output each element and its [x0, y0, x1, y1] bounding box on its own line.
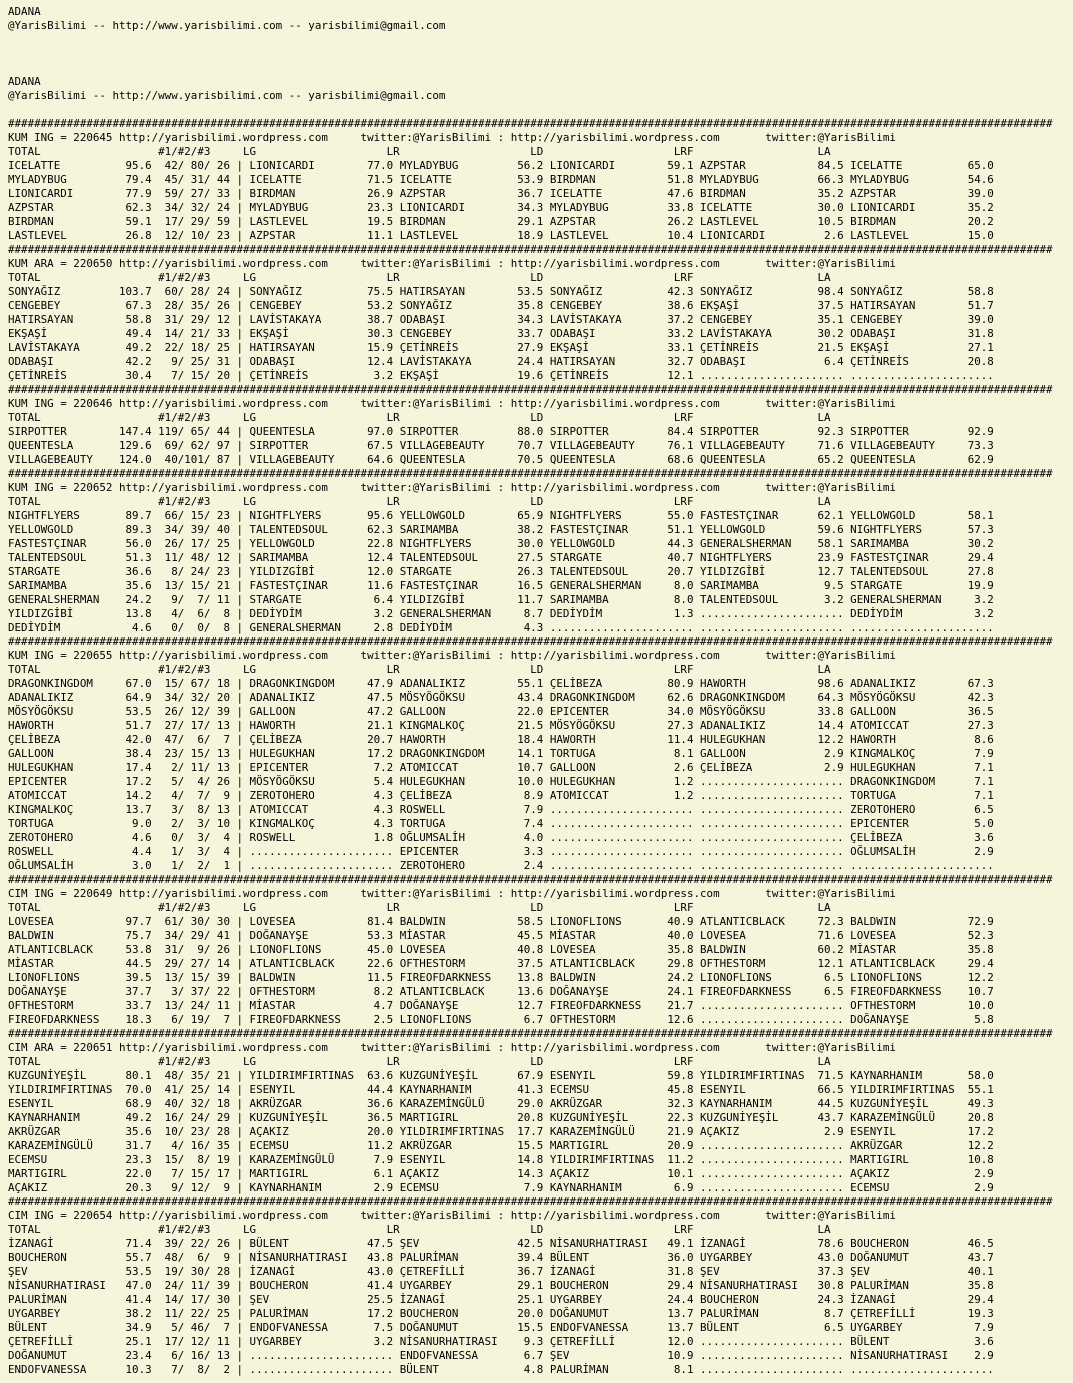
document-line: ################################################################################################################################################################ — [8, 1195, 1053, 1208]
document-line: KUM ARA = 220650 http://yarisbilimi.wordpress.com twitter:@YarisBilimi : http://yarisbilimi.wordpress.com twitter:@YarisBilimi — [8, 257, 896, 270]
document-line: DRAGONKINGDOM 67.0 15/ 67/ 18 | DRAGONKINGDOM 47.9 ADANALIKIZ 55.1 ÇELİBEZA 80.9 HAWORTH 98.6 ADANALIKIZ 67.3 — [8, 677, 994, 690]
document-line — [8, 33, 1053, 47]
document-line: TALENTEDSOUL 51.3 11/ 48/ 12 | SARIMAMBA 12.4 TALENTEDSOUL 27.5 STARGATE 40.7 NIGHTFLYERS 23.9 FASTESTÇINAR 29.4 — [8, 551, 994, 564]
document-line: DOĞANAYŞE 37.7 3/ 37/ 22 | OFTHESTORM 8.2 ATLANTICBLACK 13.6 DOĞANAYŞE 24.1 FIREOFDARKNESS 6.5 FIREOFDARKNESS 10.7 — [8, 985, 994, 998]
document-line: TOTAL #1/#2/#3 LG LR LD LRF LA — [8, 411, 831, 424]
document-line: PALURİMAN 41.4 14/ 17/ 30 | ŞEV 25.5 İZANAGİ 25.1 UYGARBEY 24.4 BOUCHERON 24.3 İZANAGİ 29.4 — [8, 1293, 994, 1306]
document-line: KUM ING = 220652 http://yarisbilimi.wordpress.com twitter:@YarisBilimi : http://yarisbilimi.wordpress.com twitter:@YarisBilimi — [8, 481, 896, 494]
document-line: BOUCHERON 55.7 48/ 6/ 9 | NİSANURHATIRASI 43.8 PALURİMAN 39.4 BÜLENT 36.0 UYGARBEY 43.0 DOĞANUMUT 43.7 — [8, 1251, 994, 1264]
document-line: KINGMALKOÇ 13.7 3/ 8/ 13 | ATOMICCAT 4.3 ROSWELL 7.9 ...................... ...................... ZEROTOHERO 6.5 — [8, 803, 994, 816]
document-line: AKRÜZGAR 35.6 10/ 23/ 28 | AÇAKIZ 20.0 YILDIRIMFIRTINAS 17.7 KARAZEMİNGÜLÜ 21.9 AÇAKIZ 2.9 ESENYIL 17.2 — [8, 1125, 994, 1138]
document-line: @YarisBilimi -- http://www.yarisbilimi.com -- yarisbilimi@gmail.com — [8, 89, 446, 102]
document-line: ECEMSU 23.3 15/ 8/ 19 | KARAZEMİNGÜLÜ 7.9 ESENYIL 14.8 YILDIRIMFIRTINAS 11.2 ...................... MARTIGIRL 10.8 — [8, 1153, 994, 1166]
document-line: ÇETREFİLLİ 25.1 17/ 12/ 11 | UYGARBEY 3.2 NİSANURHATIRASI 9.3 ÇETREFİLLİ 12.0 ...................... BÜLENT 3.6 — [8, 1335, 994, 1348]
document-line: CIM ING = 220654 http://yarisbilimi.wordpress.com twitter:@YarisBilimi : http://yarisbilimi.wordpress.com twitter:@YarisBilimi — [8, 1209, 896, 1222]
document-line: TOTAL #1/#2/#3 LG LR LD LRF LA — [8, 1223, 831, 1236]
document-line: TOTAL #1/#2/#3 LG LR LD LRF LA — [8, 1055, 831, 1068]
race-statistics-document — [8, 5, 1053, 1377]
document-line: KARAZEMİNGÜLÜ 31.7 4/ 16/ 35 | ECEMSU 11.2 AKRÜZGAR 15.5 MARTIGIRL 20.9 ...................... AKRÜZGAR 12.2 — [8, 1139, 994, 1152]
document-line: ÇELİBEZA 42.0 47/ 6/ 7 | ÇELİBEZA 20.7 HAWORTH 18.4 HAWORTH 11.4 HULEGUKHAN 12.2 HAWORTH 8.6 — [8, 733, 994, 746]
document-line: ATLANTICBLACK 53.8 31/ 9/ 26 | LIONOFLIONS 45.0 LOVESEA 40.8 LOVESEA 35.8 BALDWIN 60.2 MİASTAR 35.8 — [8, 943, 994, 956]
document-line: YILDIRIMFIRTINAS 70.0 41/ 25/ 14 | ESENYIL 44.4 KAYNARHANIM 41.3 ECEMSU 45.8 ESENYIL 66.5 YILDIRIMFIRTINAS 55.1 — [8, 1083, 994, 1096]
document-line: BALDWIN 75.7 34/ 29/ 41 | DOĞANAYŞE 53.3 MİASTAR 45.5 MİASTAR 40.0 LOVESEA 71.6 LOVESEA 52.3 — [8, 929, 994, 942]
document-line: MYLADYBUG 79.4 45/ 31/ 44 | ICELATTE 71.5 ICELATTE 53.9 BIRDMAN 51.8 MYLADYBUG 66.3 MYLADYBUG 54.6 — [8, 173, 994, 186]
document-line: TOTAL #1/#2/#3 LG LR LD LRF LA — [8, 145, 831, 158]
document-line: @YarisBilimi -- http://www.yarisbilimi.com -- yarisbilimi@gmail.com — [8, 19, 446, 32]
document-line: FASTESTÇINAR 56.0 26/ 17/ 25 | YELLOWGOLD 22.8 NIGHTFLYERS 30.0 YELLOWGOLD 44.3 GENERALSHERMAN 58.1 SARIMAMBA 30.2 — [8, 537, 994, 550]
document-line: YILDIZGİBİ 13.8 4/ 6/ 8 | DEDİYDİM 3.2 GENERALSHERMAN 8.7 DEDİYDİM 1.3 ...................... DEDİYDİM 3.2 — [8, 607, 994, 620]
document-line: CIM ING = 220649 http://yarisbilimi.wordpress.com twitter:@YarisBilimi : http://yarisbilimi.wordpress.com twitter:@YarisBilimi — [8, 887, 896, 900]
document-line: ŞEV 53.5 19/ 30/ 28 | İZANAGİ 43.0 ÇETREFİLLİ 36.7 İZANAGİ 31.8 ŞEV 37.3 ŞEV 40.1 — [8, 1265, 994, 1278]
document-line: KUM ING = 220645 http://yarisbilimi.wordpress.com twitter:@YarisBilimi : http://yarisbilimi.wordpress.com twitter:@YarisBilimi — [8, 131, 896, 144]
document-line — [8, 103, 1053, 117]
document-line: VILLAGEBEAUTY 124.0 40/101/ 87 | VILLAGEBEAUTY 64.6 QUEENTESLA 70.5 QUEENTESLA 68.6 QUEENTESLA 65.2 QUEENTESLA 62.9 — [8, 453, 994, 466]
document-line: ADANALIKIZ 64.9 34/ 32/ 20 | ADANALIKIZ 47.5 MÖSYÖGÖKSU 43.4 DRAGONKINGDOM 62.6 DRAGONKINGDOM 64.3 MÖSYÖGÖKSU 42.3 — [8, 691, 994, 704]
document-line: CIM ARA = 220651 http://yarisbilimi.wordpress.com twitter:@YarisBilimi : http://yarisbilimi.wordpress.com twitter:@YarisBilimi — [8, 1041, 896, 1054]
document-line: ################################################################################################################################################################ — [8, 117, 1053, 130]
document-line: ICELATTE 95.6 42/ 80/ 26 | LIONICARDI 77.0 MYLADYBUG 56.2 LIONICARDI 59.1 AZPSTAR 84.5 ICELATTE 65.0 — [8, 159, 994, 172]
document-line: TOTAL #1/#2/#3 LG LR LD LRF LA — [8, 271, 831, 284]
document-line: GALLOON 38.4 23/ 15/ 13 | HULEGUKHAN 17.2 DRAGONKINGDOM 14.1 TORTUGA 8.1 GALLOON 2.9 KINGMALKOÇ 7.9 — [8, 747, 994, 760]
document-line: SONYAĞIZ 103.7 60/ 28/ 24 | SONYAĞIZ 75.5 HATIRSAYAN 53.5 SONYAĞIZ 42.3 SONYAĞIZ 98.4 SONYAĞIZ 58.8 — [8, 285, 994, 298]
document-line: KUM ING = 220646 http://yarisbilimi.wordpress.com twitter:@YarisBilimi : http://yarisbilimi.wordpress.com twitter:@YarisBilimi — [8, 397, 896, 410]
document-line: TOTAL #1/#2/#3 LG LR LD LRF LA — [8, 663, 831, 676]
document-line: AZPSTAR 62.3 34/ 32/ 24 | MYLADYBUG 23.3 LIONICARDI 34.3 MYLADYBUG 33.8 ICELATTE 30.0 LIONICARDI 35.2 — [8, 201, 994, 214]
document-line: MÖSYÖGÖKSU 53.5 26/ 12/ 39 | GALLOON 47.2 GALLOON 22.0 EPICENTER 34.0 MÖSYÖGÖKSU 33.8 GALLOON 36.5 — [8, 705, 994, 718]
document-line: YELLOWGOLD 89.3 34/ 39/ 40 | TALENTEDSOUL 62.3 SARIMAMBA 38.2 FASTESTÇINAR 51.1 YELLOWGOLD 59.6 NIGHTFLYERS 57.3 — [8, 523, 994, 536]
document-line: EPICENTER 17.2 5/ 4/ 26 | MÖSYÖGÖKSU 5.4 HULEGUKHAN 10.0 HULEGUKHAN 1.2 ...................... DRAGONKINGDOM 7.1 — [8, 775, 994, 788]
document-line: ÇETİNREİS 30.4 7/ 15/ 20 | ÇETİNREİS 3.2 EKŞAŞİ 19.6 ÇETİNREİS 12.1 ...................... ...................... — [8, 369, 994, 382]
document-line: ################################################################################################################################################################ — [8, 467, 1053, 480]
document-line: KAYNARHANIM 49.2 16/ 24/ 29 | KUZGUNİYEŞİL 36.5 MARTIGIRL 20.8 KUZGUNİYEŞİL 22.3 KUZGUNİYEŞİL 43.7 KARAZEMİNGÜLÜ 20.8 — [8, 1111, 994, 1124]
document-line: ODABAŞI 42.2 9/ 25/ 31 | ODABAŞI 12.4 LAVİSTAKAYA 24.4 HATIRSAYAN 32.7 ODABAŞI 6.4 ÇETİNREİS 20.8 — [8, 355, 994, 368]
document-line: GENERALSHERMAN 24.2 9/ 7/ 11 | STARGATE 6.4 YILDIZGİBİ 11.7 SARIMAMBA 8.0 TALENTEDSOUL 3.2 GENERALSHERMAN 3.2 — [8, 593, 994, 606]
document-line: ATOMICCAT 14.2 4/ 7/ 9 | ZEROTOHERO 4.3 ÇELİBEZA 8.9 ATOMICCAT 1.2 ...................... TORTUGA 7.1 — [8, 789, 994, 802]
document-line: KUZGUNİYEŞİL 80.1 48/ 35/ 21 | YILDIRIMFIRTINAS 63.6 KUZGUNİYEŞİL 67.9 ESENYIL 59.8 YILDIRIMFIRTINAS 71.5 KAYNARHANIM 58.0 — [8, 1069, 994, 1082]
document-line: OFTHESTORM 33.7 13/ 24/ 11 | MİASTAR 4.7 DOĞANAYŞE 12.7 FIREOFDARKNESS 21.7 ...................... OFTHESTORM 10.0 — [8, 999, 994, 1012]
document-line: ADANA — [8, 75, 41, 88]
document-line: NİSANURHATIRASI 47.0 24/ 11/ 39 | BOUCHERON 41.4 UYGARBEY 29.1 BOUCHERON 29.4 NİSANURHATIRASI 30.8 PALURİMAN 35.8 — [8, 1279, 994, 1292]
document-line: TORTUGA 9.0 2/ 3/ 10 | KINGMALKOÇ 4.3 TORTUGA 7.4 ...................... ...................... EPICENTER 5.0 — [8, 817, 994, 830]
document-line: HULEGUKHAN 17.4 2/ 11/ 13 | EPICENTER 7.2 ATOMICCAT 10.7 GALLOON 2.6 ÇELİBEZA 2.9 HULEGUKHAN 7.1 — [8, 761, 994, 774]
document-line: ################################################################################################################################################################ — [8, 243, 1053, 256]
document-line: BÜLENT 34.9 5/ 46/ 7 | ENDOFVANESSA 7.5 DOĞANUMUT 15.5 ENDOFVANESSA 13.7 BÜLENT 6.5 UYGARBEY 7.9 — [8, 1321, 994, 1334]
document-line: SARIMAMBA 35.6 13/ 15/ 21 | FASTESTÇINAR 11.6 FASTESTÇINAR 16.5 GENERALSHERMAN 8.0 SARIMAMBA 9.5 STARGATE 19.9 — [8, 579, 994, 592]
document-line: TOTAL #1/#2/#3 LG LR LD LRF LA — [8, 901, 831, 914]
document-line: QUEENTESLA 129.6 69/ 62/ 97 | SIRPOTTER 67.5 VILLAGEBEAUTY 70.7 VILLAGEBEAUTY 76.1 VILLAGEBEAUTY 71.6 VILLAGEBEAUTY 73.3 — [8, 439, 994, 452]
document-line: ################################################################################################################################################################ — [8, 1027, 1053, 1040]
document-line: DEDİYDİM 4.6 0/ 0/ 8 | GENERALSHERMAN 2.8 DEDİYDİM 4.3 ...................... ...................... ...................... — [8, 621, 994, 634]
document-line: CENGEBEY 67.3 28/ 35/ 26 | CENGEBEY 53.2 SONYAĞIZ 35.8 CENGEBEY 38.6 EKŞAŞİ 37.5 HATIRSAYAN 51.7 — [8, 299, 994, 312]
document-line: DOĞANUMUT 23.4 6/ 16/ 13 | ...................... ENDOFVANESSA 6.7 ŞEV 10.9 ...................... NİSANURHATIRASI 2.9 — [8, 1349, 994, 1362]
document-line: ################################################################################################################################################################ — [8, 383, 1053, 396]
document-line — [8, 61, 1053, 75]
document-line: UYGARBEY 38.2 11/ 22/ 25 | PALURİMAN 17.2 BOUCHERON 20.0 DOĞANUMUT 13.7 PALURİMAN 8.7 ÇETREFİLLİ 19.3 — [8, 1307, 994, 1320]
document-line: ENDOFVANESSA 10.3 7/ 8/ 2 | ...................... BÜLENT 4.8 PALURİMAN 8.1 ...................... ...................... — [8, 1363, 994, 1376]
document-line: BIRDMAN 59.1 17/ 29/ 59 | LASTLEVEL 19.5 BIRDMAN 29.1 AZPSTAR 26.2 LASTLEVEL 10.5 BIRDMAN 20.2 — [8, 215, 994, 228]
document-line: MARTIGIRL 22.0 7/ 15/ 17 | MARTIGIRL 6.1 AÇAKIZ 14.3 AÇAKIZ 10.1 ...................... AÇAKIZ 2.9 — [8, 1167, 994, 1180]
document-line: STARGATE 36.6 8/ 24/ 23 | YILDIZGİBİ 12.0 STARGATE 26.3 TALENTEDSOUL 20.7 YILDIZGİBİ 12.7 TALENTEDSOUL 27.8 — [8, 565, 994, 578]
document-line: LIONOFLIONS 39.5 13/ 15/ 39 | BALDWIN 11.5 FIREOFDARKNESS 13.8 BALDWIN 24.2 LIONOFLIONS 6.5 LIONOFLIONS 12.2 — [8, 971, 994, 984]
document-line: HATIRSAYAN 58.8 31/ 29/ 12 | LAVİSTAKAYA 38.7 ODABAŞI 34.3 LAVİSTAKAYA 37.2 CENGEBEY 35.1 CENGEBEY 39.0 — [8, 313, 994, 326]
document-line: ################################################################################################################################################################ — [8, 873, 1053, 886]
document-line: MİASTAR 44.5 29/ 27/ 14 | ATLANTICBLACK 22.6 OFTHESTORM 37.5 ATLANTICBLACK 29.8 OFTHESTORM 12.1 ATLANTICBLACK 29.4 — [8, 957, 994, 970]
document-line: OĞLUMSALİH 3.0 1/ 2/ 1 | ...................... ZEROTOHERO 2.4 ...................... ...................... ...................... — [8, 859, 994, 872]
document-line: LIONICARDI 77.9 59/ 27/ 33 | BIRDMAN 26.9 AZPSTAR 36.7 ICELATTE 47.6 BIRDMAN 35.2 AZPSTAR 39.0 — [8, 187, 994, 200]
document-line: AÇAKIZ 20.3 9/ 12/ 9 | KAYNARHANIM 2.9 ECEMSU 7.9 KAYNARHANIM 6.9 ...................... ECEMSU 2.9 — [8, 1181, 994, 1194]
document-line: HAWORTH 51.7 27/ 17/ 13 | HAWORTH 21.1 KINGMALKOÇ 21.5 MÖSYÖGÖKSU 27.3 ADANALIKIZ 14.4 ATOMICCAT 27.3 — [8, 719, 994, 732]
document-line: LASTLEVEL 26.8 12/ 10/ 23 | AZPSTAR 11.1 LASTLEVEL 18.9 LASTLEVEL 10.4 LIONICARDI 2.6 LASTLEVEL 15.0 — [8, 229, 994, 242]
document-line: ESENYIL 68.9 40/ 32/ 18 | AKRÜZGAR 36.6 KARAZEMİNGÜLÜ 29.0 AKRÜZGAR 32.3 KAYNARHANIM 44.5 KUZGUNİYEŞİL 49.3 — [8, 1097, 994, 1110]
document-line — [8, 47, 1053, 61]
document-line: TOTAL #1/#2/#3 LG LR LD LRF LA — [8, 495, 831, 508]
document-line: NIGHTFLYERS 89.7 66/ 15/ 23 | NIGHTFLYERS 95.6 YELLOWGOLD 65.9 NIGHTFLYERS 55.0 FASTESTÇINAR 62.1 YELLOWGOLD 58.1 — [8, 509, 994, 522]
document-line: ZEROTOHERO 4.6 0/ 3/ 4 | ROSWELL 1.8 OĞLUMSALİH 4.0 ...................... ...................... ÇELİBEZA 3.6 — [8, 831, 994, 844]
document-line: EKŞAŞİ 49.4 14/ 21/ 33 | EKŞAŞİ 30.3 CENGEBEY 33.7 ODABAŞI 33.2 LAVİSTAKAYA 30.2 ODABAŞI 31.8 — [8, 327, 994, 340]
document-line: SIRPOTTER 147.4 119/ 65/ 44 | QUEENTESLA 97.0 SIRPOTTER 88.0 SIRPOTTER 84.4 SIRPOTTER 92.3 SIRPOTTER 92.9 — [8, 425, 994, 438]
document-line: ################################################################################################################################################################ — [8, 635, 1053, 648]
document-line: LOVESEA 97.7 61/ 30/ 30 | LOVESEA 81.4 BALDWIN 58.5 LIONOFLIONS 40.9 ATLANTICBLACK 72.3 BALDWIN 72.9 — [8, 915, 994, 928]
document-line: ADANA — [8, 5, 41, 18]
document-line: ROSWELL 4.4 1/ 3/ 4 | ...................... EPICENTER 3.3 ...................... ...................... OĞLUMSALİH 2.9 — [8, 845, 994, 858]
document-line: LAVİSTAKAYA 49.2 22/ 18/ 25 | HATIRSAYAN 15.9 ÇETİNREİS 27.9 EKŞAŞİ 33.1 ÇETİNREİS 21.5 EKŞAŞİ 27.1 — [8, 341, 994, 354]
document-line: FIREOFDARKNESS 18.3 6/ 19/ 7 | FIREOFDARKNESS 2.5 LIONOFLIONS 6.7 OFTHESTORM 12.6 ...................... DOĞANAYŞE 5.8 — [8, 1013, 994, 1026]
document-line: İZANAGİ 71.4 39/ 22/ 26 | BÜLENT 47.5 ŞEV 42.5 NİSANURHATIRASI 49.1 İZANAGİ 78.6 BOUCHERON 46.5 — [8, 1237, 994, 1250]
document-line: KUM ING = 220655 http://yarisbilimi.wordpress.com twitter:@YarisBilimi : http://yarisbilimi.wordpress.com twitter:@YarisBilimi — [8, 649, 896, 662]
